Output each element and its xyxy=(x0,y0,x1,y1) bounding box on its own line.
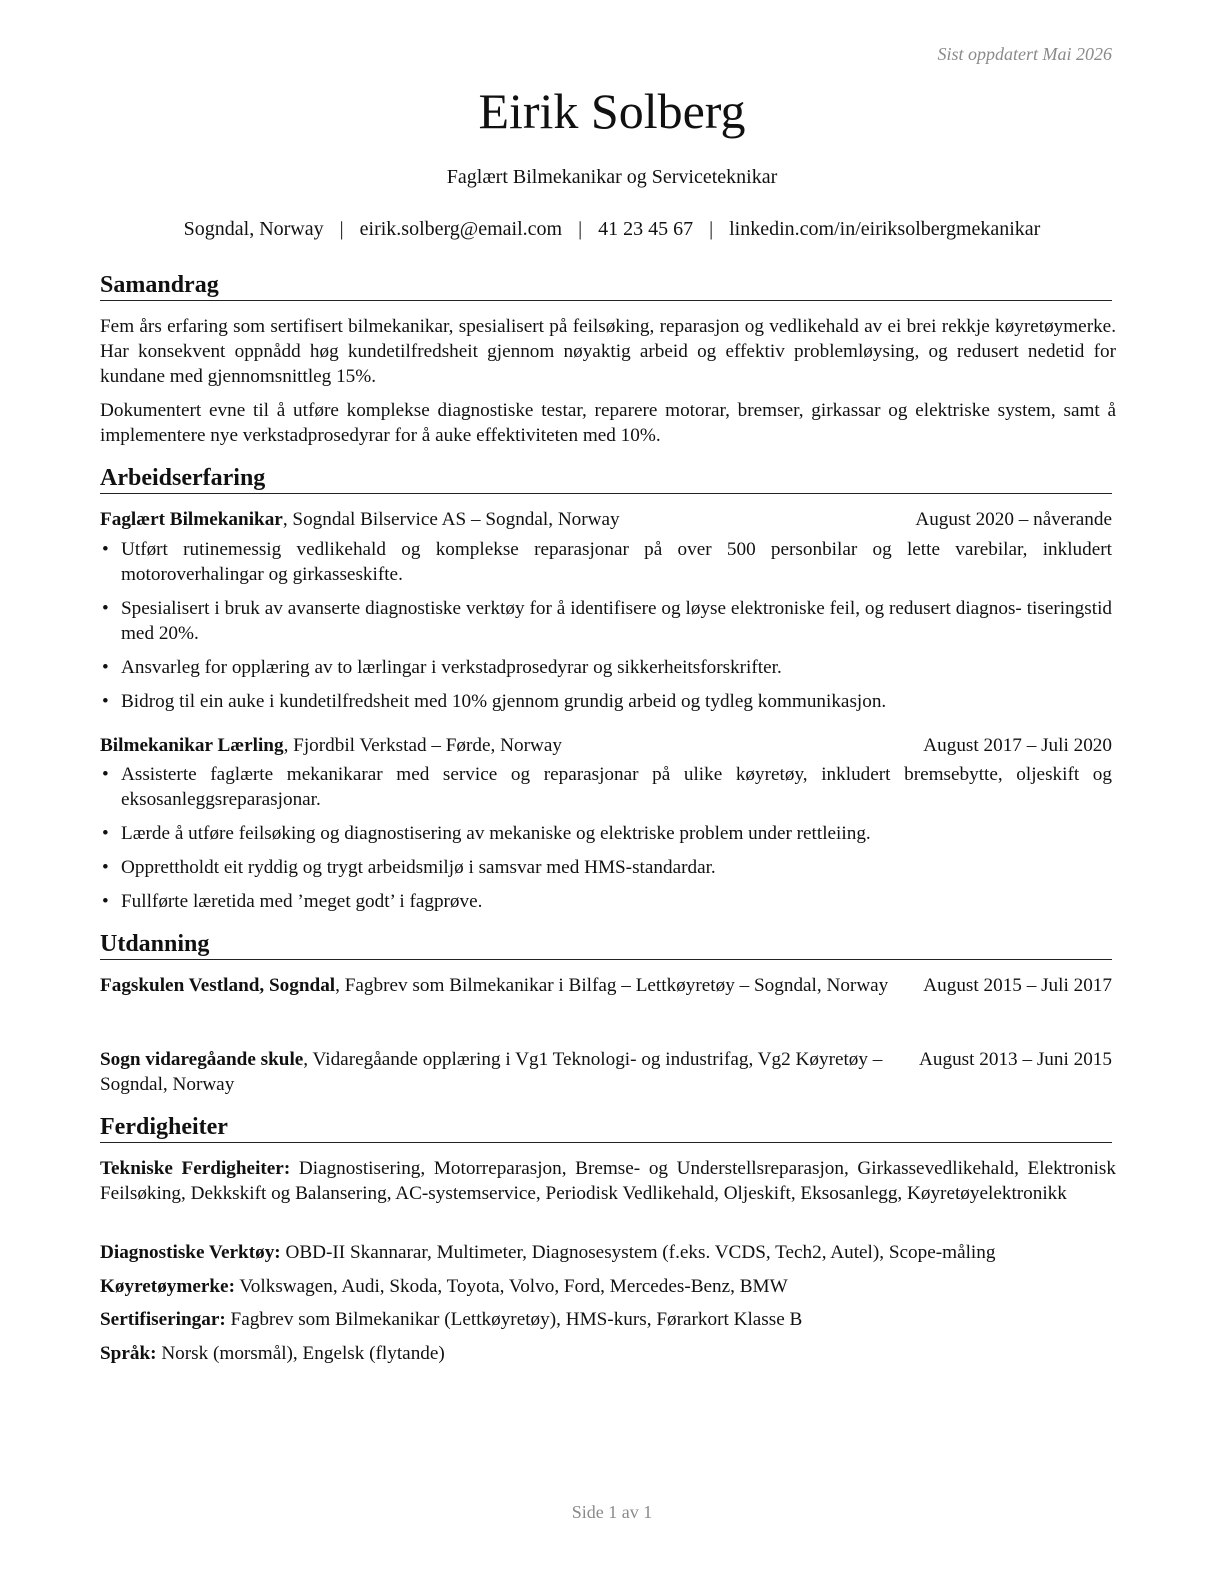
section-title-education: Utdanning xyxy=(100,929,1112,960)
job-date: August 2020 – nåverande xyxy=(915,509,1112,530)
list-item: • Assisterte faglærte mekanikarar med service og reparasjonar på ulike køyretøy, inkludert bremsebytte, oljeskift og eksosanleggsreparasjonar. xyxy=(100,762,1112,812)
education-date: August 2015 – Juli 2017 xyxy=(923,975,1112,996)
job-header xyxy=(100,507,1112,532)
separator: | xyxy=(339,218,344,240)
education-detail: , Vidaregåande opplæring i Vg1 Teknologi- og industrifag, Vg2 Køyretøy – Sogndal, Norway xyxy=(100,1049,883,1095)
job-date: August 2017 – Juli 2020 xyxy=(923,735,1112,756)
list-item: • Fullførte læretida med ’meget godt’ i fagprøve. xyxy=(100,889,1112,914)
job-org: , Sogndal Bilservice AS – Sogndal, Norway xyxy=(282,509,620,530)
school-name: Sogn vidaregåande skule xyxy=(100,1049,304,1070)
skill-row xyxy=(100,1156,1116,1206)
list-item: • Ansvarleg for opplæring av to lærlingar i verkstadprosedyrar og sikkerheitsforskrifter. xyxy=(100,655,1112,680)
skill-row xyxy=(100,1240,1116,1265)
job-bullets xyxy=(100,762,1112,923)
skill-value: Fagbrev som Bilmekanikar (Lettkøyretøy), HMS-kurs, Førarkort Klasse B xyxy=(225,1309,803,1330)
page-title: Eirik Solberg xyxy=(478,83,746,139)
skill-value: Volkswagen, Audi, Skoda, Toyota, Volvo, Ford, Mercedes-Benz, BMW xyxy=(234,1276,788,1297)
skill-label: Sertifiseringar: xyxy=(100,1309,226,1330)
skill-row xyxy=(100,1274,1116,1299)
separator: | xyxy=(578,218,583,240)
section-title-summary: Samandrag xyxy=(100,270,1112,301)
education-entry xyxy=(100,973,1112,998)
job-role: Faglært Bilmekanikar xyxy=(100,509,283,530)
skill-label: Tekniske Ferdigheiter: xyxy=(100,1158,291,1179)
skill-label: Køyretøymerke: xyxy=(100,1276,235,1297)
school-name: Fagskulen Vestland, Sogndal xyxy=(100,975,336,996)
list-item: • Bidrog til ein auke i kundetilfredsheit med 10% gjennom grundig arbeid og tydleg kommunikasjon. xyxy=(100,689,1112,714)
skill-row xyxy=(100,1341,1116,1366)
skill-value: Diagnostisering, Motorreparasjon, Bremse- og Understellsreparasjon, Girkassevedlikehald, Elektronisk Feilsøking, Dekkskift og Balansering, AC-systemservice, Periodisk Vedlikehald, Oljeskift, Eksosanlegg, Køyretøyelektronikk xyxy=(100,1158,1116,1204)
education-date: August 2013 – Juni 2015 xyxy=(919,1049,1112,1070)
section-title-skills: Ferdigheiter xyxy=(100,1112,1112,1143)
last-updated: Sist oppdatert Mai 2026 xyxy=(937,44,1112,64)
summary-paragraph: Dokumentert evne til å utføre komplekse diagnostiske testar, reparere motorar, bremser, girkassar og elektriske system, samt å implementere nye verkstadprosedyrar for å auke effektiviteten med 10%. xyxy=(100,400,1116,446)
list-item: • Lærde å utføre feilsøking og diagnostisering av mekaniske og elektriske problem under rettleiing. xyxy=(100,821,1112,846)
summary-paragraph: Fem års erfaring som sertifisert bilmekanikar, spesialisert på feilsøking, reparasjon og vedlikehald av ei brei rekkje køyretøymerke. Har konsekvent oppnådd høg kundetilfredsheit gjennom nøyaktig arbeid og effektiv problemløysing, og redusert nedetid for kundane med gjennomsnittleg 15%. xyxy=(100,316,1116,387)
skill-value: OBD-II Skannarar, Multimeter, Diagnosesystem (f.eks. VCDS, Tech2, Autel), Scope-måling xyxy=(280,1242,996,1263)
job-org: , Fjordbil Verkstad – Førde, Norway xyxy=(283,735,562,756)
job-role: Bilmekanikar Lærling xyxy=(100,735,284,756)
separator: | xyxy=(709,218,714,240)
job-bullets xyxy=(100,537,1112,723)
skill-label: Diagnostiske Verktøy: xyxy=(100,1242,281,1263)
contact-location: Sogndal, Norway xyxy=(183,218,324,240)
contact-linkedin[interactable]: linkedin.com/in/eiriksolbergmekanikar xyxy=(729,218,1041,240)
education-entry xyxy=(100,1047,1112,1097)
skill-value: Norsk (morsmål), Engelsk (flytande) xyxy=(156,1343,445,1364)
contact-email[interactable]: eirik.solberg@email.com xyxy=(359,218,563,240)
contact-line xyxy=(0,218,1224,241)
headline: Faglært Bilmekanikar og Serviceteknikar xyxy=(446,166,778,188)
list-item: • Spesialisert i bruk av avanserte diagnostiske verktøy for å identifisere og løyse elektroniske feil, og redusert diagnos- tiseringstid med 20%. xyxy=(100,596,1112,646)
contact-phone: 41 23 45 67 xyxy=(598,218,694,240)
section-title-experience: Arbeidserfaring xyxy=(100,463,1112,494)
education-detail: , Fagbrev som Bilmekanikar i Bilfag – Lettkøyretøy – Sogndal, Norway xyxy=(335,975,889,996)
list-item: • Opprettholdt eit ryddig og trygt arbeidsmiljø i samsvar med HMS-standardar. xyxy=(100,855,1112,880)
job-header xyxy=(100,733,1112,758)
list-item: • Utført rutinemessig vedlikehald og komplekse reparasjonar på over 500 personbilar og lette varebilar, inkludert motoroverhalingar og girkasseskifte. xyxy=(100,537,1112,587)
page-number: Side 1 av 1 xyxy=(571,1502,653,1522)
skill-row xyxy=(100,1307,1116,1332)
skill-label: Språk: xyxy=(100,1343,157,1364)
